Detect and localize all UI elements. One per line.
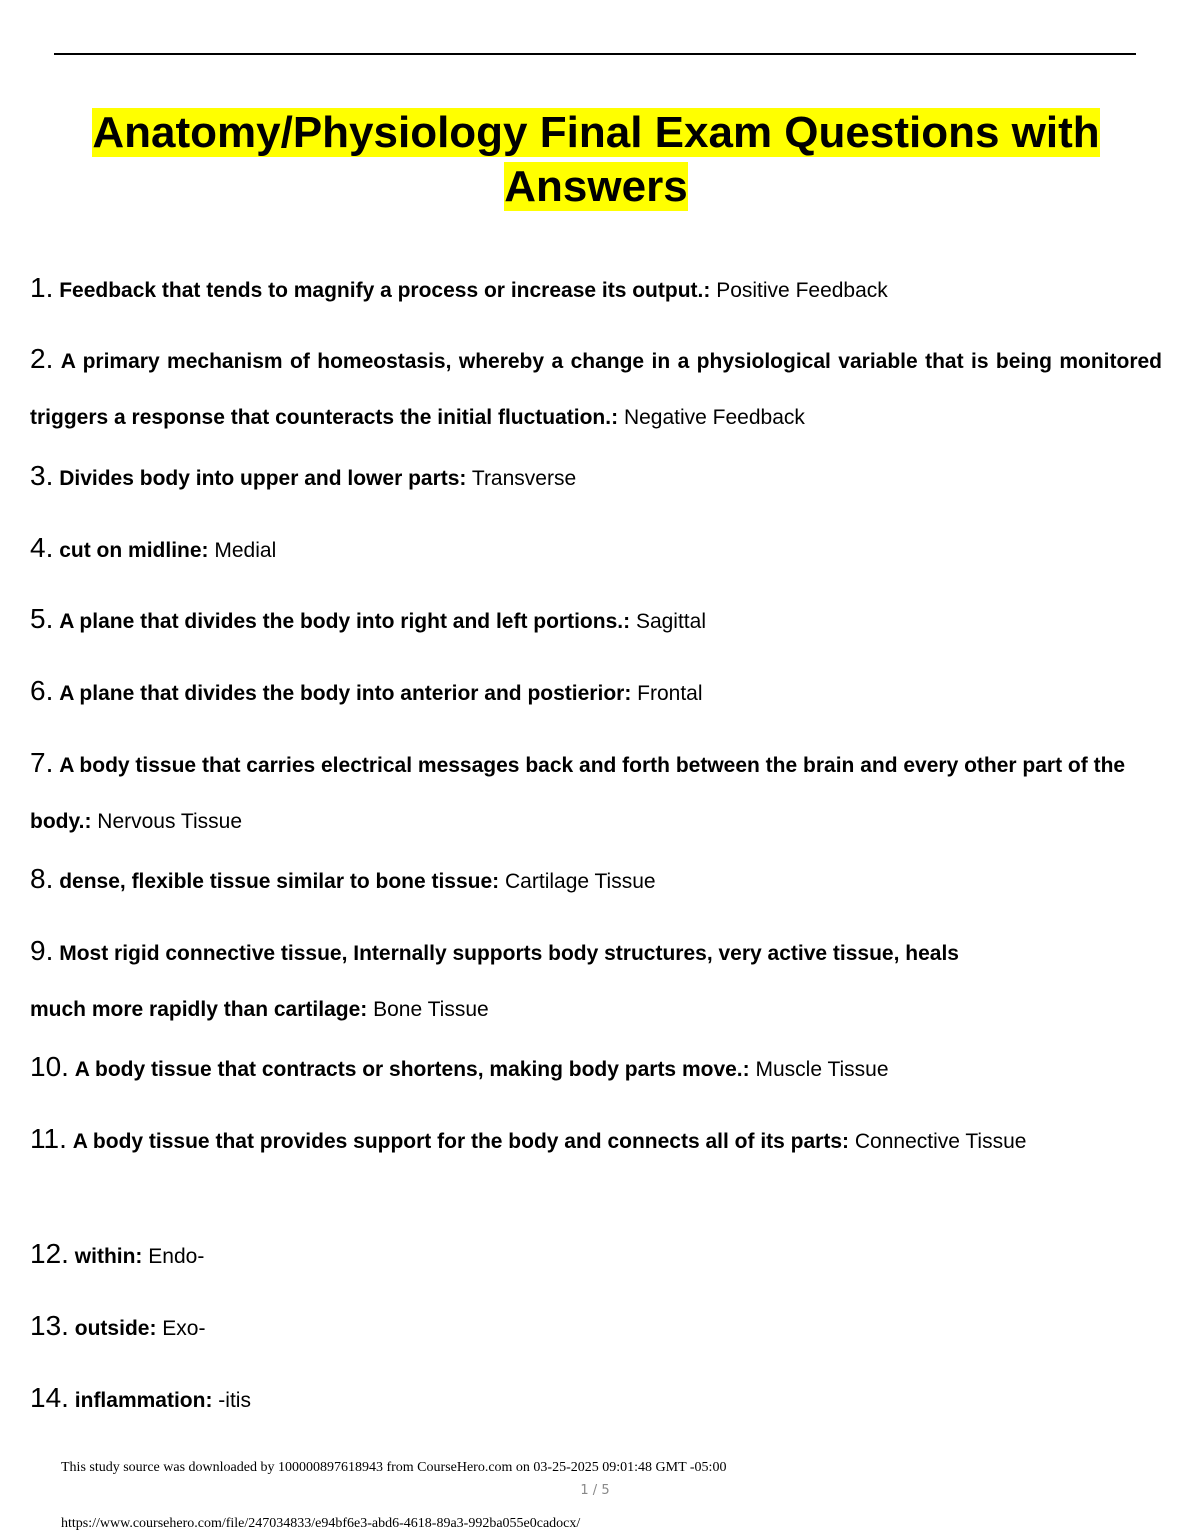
question-answer: Negative Feedback bbox=[623, 406, 805, 429]
question-answer: Nervous Tissue bbox=[97, 810, 243, 833]
question-item bbox=[30, 1111, 1080, 1170]
question-number: 9. bbox=[30, 935, 54, 966]
question-answer: Positive Feedback bbox=[716, 279, 888, 302]
question-number: 6. bbox=[30, 675, 54, 706]
footer-source-notice: This study source was downloaded by 100000897618943 from CourseHero.com on 03-25-2025 09:01:48 GMT -05:00 bbox=[61, 1460, 727, 1475]
question-number: 8. bbox=[30, 863, 54, 894]
question-prompt: within: bbox=[74, 1245, 143, 1268]
question-item bbox=[30, 591, 1162, 650]
question-prompt: Divides body into upper and lower parts: bbox=[59, 467, 467, 490]
question-item bbox=[30, 520, 1162, 579]
question-prompt: Most rigid connective tissue, Internally supports body structures, very active tissue, heals bbox=[59, 942, 959, 965]
question-answer: Exo- bbox=[162, 1317, 206, 1340]
question-answer: Bone Tissue bbox=[373, 998, 489, 1021]
question-number: 1. bbox=[30, 272, 54, 303]
question-number: 12. bbox=[30, 1238, 69, 1269]
question-item bbox=[30, 851, 1162, 910]
question-prompt: A plane that divides the body into right and left portions.: bbox=[59, 610, 631, 633]
page-number: 1 / 5 bbox=[580, 1483, 610, 1498]
question-prompt: A body tissue that provides support for the body and connects all of its parts: bbox=[72, 1130, 850, 1153]
question-prompt: dense, flexible tissue similar to bone tissue: bbox=[59, 870, 500, 893]
question-answer: -itis bbox=[218, 1389, 251, 1412]
question-item bbox=[30, 1226, 1162, 1285]
question-answer: Endo- bbox=[148, 1245, 205, 1268]
question-prompt: Feedback that tends to magnify a process or increase its output.: bbox=[59, 279, 711, 302]
question-answer: Sagittal bbox=[635, 610, 706, 633]
question-number: 3. bbox=[30, 460, 54, 491]
question-answer: Transverse bbox=[471, 467, 577, 490]
page-title bbox=[30, 106, 1162, 214]
top-rule bbox=[54, 53, 1136, 55]
question-prompt: A body tissue that contracts or shortens, making body parts move.: bbox=[74, 1058, 750, 1081]
question-item bbox=[30, 1039, 1162, 1098]
question-answer: Cartilage Tissue bbox=[505, 870, 656, 893]
title-highlight: Anatomy/Physiology Final Exam Questions with Answers bbox=[92, 108, 1100, 211]
question-number: 13. bbox=[30, 1310, 69, 1341]
question-item bbox=[30, 663, 1162, 722]
question-prompt: A primary mechanism of homeostasis, whereby a change in a physiological variable that is being monitored triggers a response that counteracts the initial fluctuation.: bbox=[30, 350, 1162, 429]
question-item bbox=[30, 260, 1162, 319]
question-item bbox=[30, 1370, 1162, 1429]
question-number: 5. bbox=[30, 603, 54, 634]
question-item bbox=[30, 923, 1162, 1038]
question-item bbox=[30, 735, 1140, 850]
question-prompt: cut on midline: bbox=[59, 539, 209, 562]
question-item bbox=[30, 331, 1162, 446]
question-answer: Muscle Tissue bbox=[755, 1058, 889, 1081]
question-number: 10. bbox=[30, 1051, 69, 1082]
question-prompt: A body tissue that carries electrical messages back and forth between the brain and every other part of the body.: bbox=[30, 754, 1126, 833]
question-number: 14. bbox=[30, 1382, 69, 1413]
question-answer: Frontal bbox=[637, 682, 703, 705]
footer-url: https://www.coursehero.com/file/247034833/e94bf6e3-abd6-4618-89a3-992ba055e0cadocx/ bbox=[61, 1516, 581, 1531]
question-number: 2. bbox=[30, 343, 54, 374]
question-number: 7. bbox=[30, 747, 54, 778]
question-prompt: inflammation: bbox=[74, 1389, 213, 1412]
question-item bbox=[30, 448, 1162, 507]
question-answer: Connective Tissue bbox=[854, 1130, 1027, 1153]
question-item bbox=[30, 1298, 1162, 1357]
question-prompt-continued: much more rapidly than cartilage: bbox=[30, 998, 368, 1021]
question-number: 4. bbox=[30, 532, 54, 563]
question-prompt: outside: bbox=[74, 1317, 157, 1340]
question-prompt: A plane that divides the body into anterior and postierior: bbox=[59, 682, 632, 705]
question-number: 11. bbox=[30, 1123, 67, 1154]
question-answer: Medial bbox=[214, 539, 277, 562]
